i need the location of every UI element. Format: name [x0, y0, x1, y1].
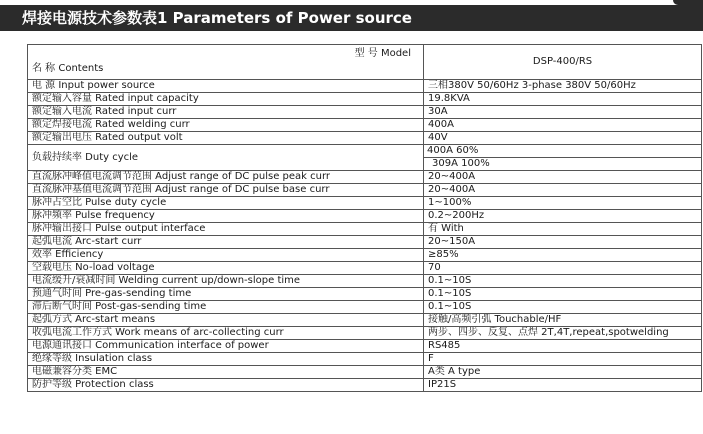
parameter-label: 直流脉冲基值电流调节范围 Adjust range of DC pulse base curr	[28, 184, 424, 197]
table-row	[28, 80, 702, 93]
parameter-value: 70	[424, 262, 702, 275]
parameter-value: RS485	[424, 340, 702, 353]
parameter-value: 0.1~10S	[424, 301, 702, 314]
table-row	[28, 301, 702, 314]
parameter-value: 20~150A	[424, 236, 702, 249]
parameter-label: 直流脉冲峰值电流调节范围 Adjust range of DC pulse peak curr	[28, 171, 424, 184]
parameter-label: 电 源 Input power source	[28, 80, 424, 93]
table-row	[28, 119, 702, 132]
table-row	[28, 210, 702, 223]
table-row	[28, 275, 702, 288]
parameter-value: 0.1~10S	[424, 288, 702, 301]
parameter-value-line: 400A 60%	[427, 145, 479, 156]
parameter-label: 电源通讯接口 Communication interface of power	[28, 340, 424, 353]
header-value-cell	[424, 45, 702, 80]
table-row	[28, 236, 702, 249]
table-row	[28, 145, 702, 171]
table-row	[28, 106, 702, 119]
parameter-label: 脉冲输出接口 Pulse output interface	[28, 223, 424, 236]
parameter-value: 40V	[424, 132, 702, 145]
parameter-value: 两步、四步、反复、点焊 2T,4T,repeat,spotwelding	[424, 327, 702, 340]
table-row	[28, 197, 702, 210]
parameter-value: F	[424, 353, 702, 366]
parameter-label: 额定输出电压 Rated output volt	[28, 132, 424, 145]
parameter-label: 起弧电流 Arc-start curr	[28, 236, 424, 249]
table-row	[28, 353, 702, 366]
parameter-value: 0.1~10S	[424, 275, 702, 288]
parameter-label: 防护等级 Protection class	[28, 379, 424, 392]
parameter-value: 20~400A	[424, 184, 702, 197]
parameter-value: A类 A type	[424, 366, 702, 379]
parameter-label: 额定输入容量 Rated input capacity	[28, 93, 424, 106]
parameter-label: 预通气时间 Pre-gas-sending time	[28, 288, 424, 301]
parameter-label: 起弧方式 Arc-start means	[28, 314, 424, 327]
parameter-label: 滞后断气时间 Post-gas-sending time	[28, 301, 424, 314]
parameter-value-line: 309A 100%	[424, 157, 701, 170]
table-row	[28, 132, 702, 145]
model-header-label: 型 号 Model	[354, 48, 411, 59]
parameter-label: 收弧电流工作方式 Work means of arc-collecting curr	[28, 327, 424, 340]
parameter-label: 额定焊接电流 Rated welding curr	[28, 119, 424, 132]
parameter-label: 效率 Efficiency	[28, 249, 424, 262]
parameter-value: 30A	[424, 106, 702, 119]
parameter-value: 三相380V 50/60Hz 3-phase 380V 50/60Hz	[424, 80, 702, 93]
parameter-value: 1~100%	[424, 197, 702, 210]
parameter-label: 额定输入电流 Rated input curr	[28, 106, 424, 119]
parameter-value	[424, 145, 702, 171]
table-row	[28, 314, 702, 327]
table-row	[28, 366, 702, 379]
model-number: DSP-400/RS	[532, 56, 593, 67]
table-row	[28, 249, 702, 262]
table-row	[28, 379, 702, 392]
parameter-label: 脉冲占空比 Pulse duty cycle	[28, 197, 424, 210]
contents-header-label: 名 称 Contents	[32, 63, 104, 74]
table-row	[28, 340, 702, 353]
parameter-value: ≥85%	[424, 249, 702, 262]
table-row	[28, 171, 702, 184]
table-row	[28, 184, 702, 197]
table-header-row	[28, 45, 702, 80]
parameter-value: 19.8KVA	[424, 93, 702, 106]
parameter-label: 空载电压 No-load voltage	[28, 262, 424, 275]
parameters-table-body	[28, 45, 702, 392]
parameter-label: 电磁兼容分类 EMC	[28, 366, 424, 379]
table-row	[28, 93, 702, 106]
table-row	[28, 288, 702, 301]
parameter-value: 0.2~200Hz	[424, 210, 702, 223]
table-row	[28, 223, 702, 236]
parameter-value: IP21S	[424, 379, 702, 392]
header-label-cell	[28, 45, 424, 80]
parameter-value: 有 With	[424, 223, 702, 236]
parameter-label: 电流缓升/衰减时间 Welding current up/down-slope time	[28, 275, 424, 288]
parameter-label: 绝缘等级 Insulation class	[28, 353, 424, 366]
parameter-value: 400A	[424, 119, 702, 132]
table-row	[28, 262, 702, 275]
parameter-label: 脉冲频率 Pulse frequency	[28, 210, 424, 223]
parameter-label: 负载持续率 Duty cycle	[28, 145, 424, 171]
parameter-value: 20~400A	[424, 171, 702, 184]
parameters-table	[27, 44, 702, 392]
page-title: 焊接电源技术参数表1 Parameters of Power source	[0, 5, 703, 31]
parameter-value: 接触/高频引弧 Touchable/HF	[424, 314, 702, 327]
table-row	[28, 327, 702, 340]
